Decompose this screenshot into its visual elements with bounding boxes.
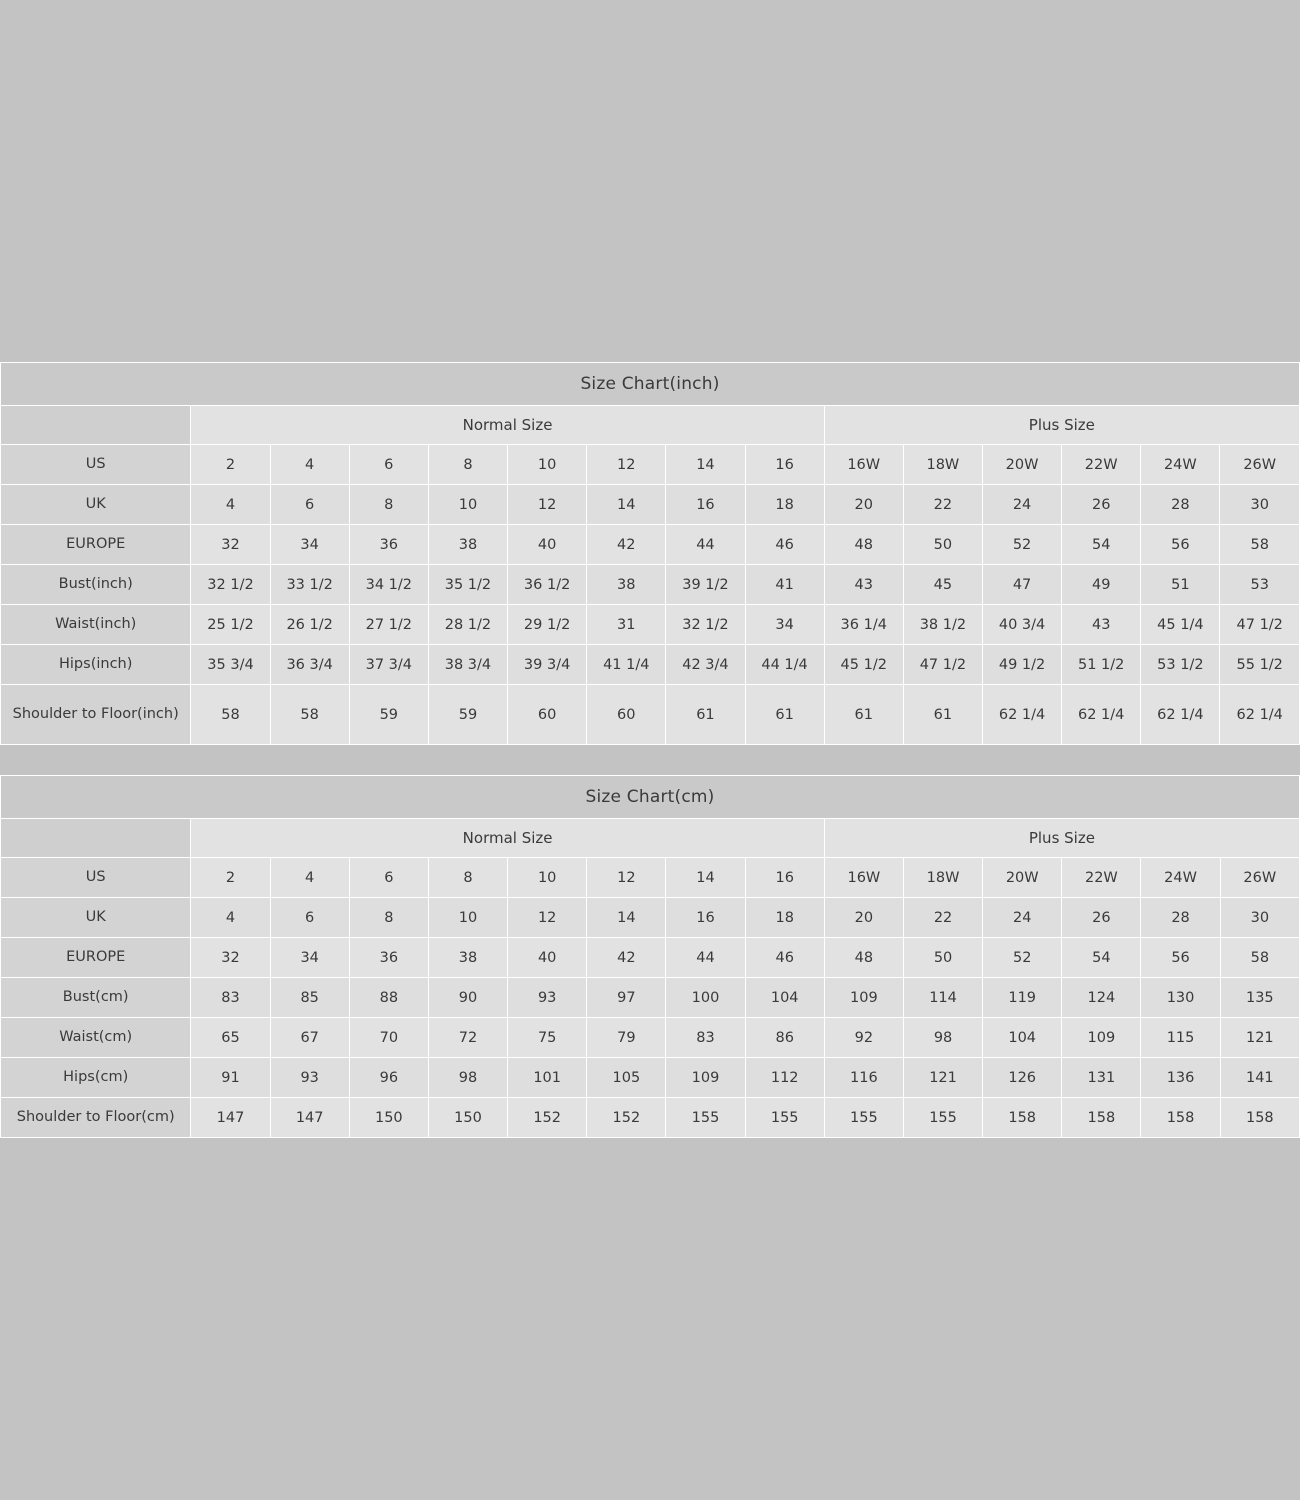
table-cell: 155 bbox=[824, 1098, 903, 1138]
table-row bbox=[1, 525, 1300, 565]
table-cell: 45 1/4 bbox=[1141, 605, 1220, 645]
table-cell: 18W bbox=[903, 858, 982, 898]
table-cell: 91 bbox=[191, 1058, 270, 1098]
table-cell: 6 bbox=[349, 858, 428, 898]
table-row bbox=[1, 685, 1300, 745]
table-cell: 90 bbox=[428, 978, 507, 1018]
table-cell: 8 bbox=[349, 898, 428, 938]
table-cell: 38 bbox=[428, 938, 507, 978]
table-cell: 24 bbox=[983, 898, 1062, 938]
table-cell: 58 bbox=[191, 685, 270, 745]
group-header: Plus Size bbox=[824, 819, 1299, 858]
table-cell: 155 bbox=[666, 1098, 745, 1138]
table-cell: 45 bbox=[903, 565, 982, 605]
row-label: EUROPE bbox=[1, 938, 191, 978]
row-label: Shoulder to Floor(cm) bbox=[1, 1098, 191, 1138]
table-cell: 51 bbox=[1141, 565, 1220, 605]
table-cell: 28 1/2 bbox=[428, 605, 507, 645]
table-cell: 60 bbox=[508, 685, 587, 745]
table-cell: 53 1/2 bbox=[1141, 645, 1220, 685]
table-cell: 27 1/2 bbox=[349, 605, 428, 645]
table-cell: 130 bbox=[1141, 978, 1220, 1018]
table-cell: 49 bbox=[1062, 565, 1141, 605]
table-cell: 12 bbox=[587, 445, 666, 485]
table-cell: 155 bbox=[903, 1098, 982, 1138]
table-cell: 121 bbox=[903, 1058, 982, 1098]
table-cell: 2 bbox=[191, 858, 270, 898]
table-cell: 147 bbox=[191, 1098, 270, 1138]
table-cell: 150 bbox=[349, 1098, 428, 1138]
table-cell: 30 bbox=[1220, 898, 1299, 938]
table-cell: 61 bbox=[666, 685, 745, 745]
table-cell: 20 bbox=[824, 485, 903, 525]
table-cell: 70 bbox=[349, 1018, 428, 1058]
table-cell: 16 bbox=[745, 445, 824, 485]
table-cell: 109 bbox=[824, 978, 903, 1018]
table-row bbox=[1, 605, 1300, 645]
table-cell: 31 bbox=[587, 605, 666, 645]
chart-title: Size Chart(inch) bbox=[1, 363, 1300, 406]
table-cell: 38 bbox=[587, 565, 666, 605]
table-cell: 58 bbox=[1220, 525, 1300, 565]
table-cell: 10 bbox=[508, 858, 587, 898]
table-cell: 52 bbox=[983, 938, 1062, 978]
title-row bbox=[1, 776, 1300, 819]
table-cell: 104 bbox=[745, 978, 824, 1018]
table-cell: 22 bbox=[903, 485, 982, 525]
table-cell: 16 bbox=[666, 485, 745, 525]
table-cell: 43 bbox=[1062, 605, 1141, 645]
table-cell: 47 1/2 bbox=[903, 645, 982, 685]
table-cell: 34 bbox=[745, 605, 824, 645]
table-cell: 126 bbox=[983, 1058, 1062, 1098]
table-cell: 54 bbox=[1062, 525, 1141, 565]
table-cell: 44 1/4 bbox=[745, 645, 824, 685]
table-cell: 10 bbox=[508, 445, 587, 485]
table-cell: 28 bbox=[1141, 485, 1220, 525]
table-cell: 12 bbox=[508, 485, 587, 525]
table-cell: 12 bbox=[508, 898, 587, 938]
table-cell: 36 bbox=[349, 938, 428, 978]
row-label: Waist(inch) bbox=[1, 605, 191, 645]
table-cell: 33 1/2 bbox=[270, 565, 349, 605]
table-cell: 34 1/2 bbox=[349, 565, 428, 605]
table-cell: 22W bbox=[1062, 858, 1141, 898]
table-cell: 41 bbox=[745, 565, 824, 605]
table-cell: 29 1/2 bbox=[508, 605, 587, 645]
table-cell: 121 bbox=[1220, 1018, 1299, 1058]
row-label: US bbox=[1, 858, 191, 898]
table-cell: 14 bbox=[666, 445, 745, 485]
table-cell: 24W bbox=[1141, 858, 1220, 898]
table-cell: 116 bbox=[824, 1058, 903, 1098]
table-cell: 36 1/2 bbox=[508, 565, 587, 605]
table-cell: 72 bbox=[428, 1018, 507, 1058]
table-cell: 96 bbox=[349, 1058, 428, 1098]
table-row bbox=[1, 565, 1300, 605]
table-cell: 35 3/4 bbox=[191, 645, 270, 685]
table-cell: 109 bbox=[1062, 1018, 1141, 1058]
table-cell: 42 bbox=[587, 938, 666, 978]
table-cell: 14 bbox=[587, 485, 666, 525]
table-cell: 97 bbox=[587, 978, 666, 1018]
table-cell: 44 bbox=[666, 525, 745, 565]
table-cell: 48 bbox=[824, 938, 903, 978]
table-cell: 28 bbox=[1141, 898, 1220, 938]
table-cell: 92 bbox=[824, 1018, 903, 1058]
table-cell: 2 bbox=[191, 445, 270, 485]
table-cell: 86 bbox=[745, 1018, 824, 1058]
table-cell: 8 bbox=[349, 485, 428, 525]
table-cell: 61 bbox=[824, 685, 903, 745]
table-cell: 136 bbox=[1141, 1058, 1220, 1098]
table-cell: 16 bbox=[666, 898, 745, 938]
table-cell: 32 1/2 bbox=[191, 565, 270, 605]
table-cell: 40 bbox=[508, 525, 587, 565]
table-cell: 42 bbox=[587, 525, 666, 565]
table-cell: 114 bbox=[903, 978, 982, 1018]
table-row bbox=[1, 858, 1300, 898]
table-cell: 10 bbox=[428, 898, 507, 938]
table-cell: 20 bbox=[824, 898, 903, 938]
table-cell: 50 bbox=[903, 938, 982, 978]
table-cell: 61 bbox=[745, 685, 824, 745]
table-row bbox=[1, 485, 1300, 525]
row-label: UK bbox=[1, 485, 191, 525]
size-table-inch bbox=[0, 362, 1300, 745]
table-cell: 10 bbox=[428, 485, 507, 525]
table-cell: 52 bbox=[982, 525, 1061, 565]
row-label: Hips(cm) bbox=[1, 1058, 191, 1098]
table-cell: 56 bbox=[1141, 525, 1220, 565]
table-cell: 51 1/2 bbox=[1062, 645, 1141, 685]
table-cell: 62 1/4 bbox=[1062, 685, 1141, 745]
table-cell: 119 bbox=[983, 978, 1062, 1018]
row-label: Bust(inch) bbox=[1, 565, 191, 605]
table-cell: 39 1/2 bbox=[666, 565, 745, 605]
table-cell: 47 bbox=[982, 565, 1061, 605]
table-cell: 105 bbox=[587, 1058, 666, 1098]
table-cell: 4 bbox=[191, 898, 270, 938]
table-cell: 18 bbox=[745, 485, 824, 525]
size-chart-inch bbox=[0, 362, 1300, 745]
table-cell: 46 bbox=[745, 938, 824, 978]
table-cell: 8 bbox=[428, 858, 507, 898]
table-cell: 4 bbox=[191, 485, 270, 525]
group-header: Normal Size bbox=[191, 819, 824, 858]
table-cell: 41 1/4 bbox=[587, 645, 666, 685]
table-cell: 26W bbox=[1220, 445, 1300, 485]
table-row bbox=[1, 1058, 1300, 1098]
table-cell: 56 bbox=[1141, 938, 1220, 978]
table-cell: 43 bbox=[824, 565, 903, 605]
table-cell: 88 bbox=[349, 978, 428, 1018]
table-cell: 34 bbox=[270, 525, 349, 565]
table-cell: 100 bbox=[666, 978, 745, 1018]
table-cell: 20W bbox=[982, 445, 1061, 485]
table-cell: 55 1/2 bbox=[1220, 645, 1300, 685]
table-cell: 109 bbox=[666, 1058, 745, 1098]
table-cell: 38 bbox=[428, 525, 507, 565]
table-cell: 158 bbox=[983, 1098, 1062, 1138]
table-cell: 93 bbox=[508, 978, 587, 1018]
table-cell: 14 bbox=[587, 898, 666, 938]
table-cell: 24 bbox=[982, 485, 1061, 525]
table-cell: 6 bbox=[349, 445, 428, 485]
table-cell: 141 bbox=[1220, 1058, 1299, 1098]
table-cell: 26 bbox=[1062, 485, 1141, 525]
table-cell: 59 bbox=[428, 685, 507, 745]
row-label: Shoulder to Floor(inch) bbox=[1, 685, 191, 745]
table-cell: 16W bbox=[824, 858, 903, 898]
table-cell: 36 3/4 bbox=[270, 645, 349, 685]
table-cell: 48 bbox=[824, 525, 903, 565]
table-cell: 42 3/4 bbox=[666, 645, 745, 685]
table-cell: 8 bbox=[428, 445, 507, 485]
table-cell: 12 bbox=[587, 858, 666, 898]
table-cell: 58 bbox=[270, 685, 349, 745]
title-row bbox=[1, 363, 1300, 406]
table-cell: 112 bbox=[745, 1058, 824, 1098]
table-row bbox=[1, 445, 1300, 485]
corner-cell bbox=[1, 406, 191, 445]
table-cell: 26W bbox=[1220, 858, 1299, 898]
table-cell: 155 bbox=[745, 1098, 824, 1138]
table-row bbox=[1, 938, 1300, 978]
table-cell: 16 bbox=[745, 858, 824, 898]
table-cell: 158 bbox=[1062, 1098, 1141, 1138]
table-cell: 18 bbox=[745, 898, 824, 938]
table-cell: 101 bbox=[508, 1058, 587, 1098]
table-row bbox=[1, 1018, 1300, 1058]
table-cell: 38 3/4 bbox=[428, 645, 507, 685]
table-cell: 35 1/2 bbox=[428, 565, 507, 605]
table-cell: 65 bbox=[191, 1018, 270, 1058]
table-cell: 98 bbox=[903, 1018, 982, 1058]
table-cell: 22W bbox=[1062, 445, 1141, 485]
group-header-row bbox=[1, 406, 1300, 445]
table-cell: 36 1/4 bbox=[824, 605, 903, 645]
row-label: Waist(cm) bbox=[1, 1018, 191, 1058]
table-cell: 22 bbox=[903, 898, 982, 938]
table-cell: 46 bbox=[745, 525, 824, 565]
table-cell: 60 bbox=[587, 685, 666, 745]
table-cell: 98 bbox=[428, 1058, 507, 1098]
table-cell: 83 bbox=[191, 978, 270, 1018]
table-cell: 4 bbox=[270, 445, 349, 485]
table-cell: 32 bbox=[191, 525, 270, 565]
table-cell: 39 3/4 bbox=[508, 645, 587, 685]
row-label: UK bbox=[1, 898, 191, 938]
row-label: Bust(cm) bbox=[1, 978, 191, 1018]
table-cell: 93 bbox=[270, 1058, 349, 1098]
table-cell: 54 bbox=[1062, 938, 1141, 978]
table-cell: 24W bbox=[1141, 445, 1220, 485]
table-cell: 14 bbox=[666, 858, 745, 898]
table-cell: 49 1/2 bbox=[982, 645, 1061, 685]
table-cell: 47 1/2 bbox=[1220, 605, 1300, 645]
table-cell: 32 bbox=[191, 938, 270, 978]
table-cell: 20W bbox=[983, 858, 1062, 898]
table-cell: 158 bbox=[1220, 1098, 1299, 1138]
table-cell: 115 bbox=[1141, 1018, 1220, 1058]
table-cell: 85 bbox=[270, 978, 349, 1018]
table-cell: 45 1/2 bbox=[824, 645, 903, 685]
table-cell: 147 bbox=[270, 1098, 349, 1138]
chart-title: Size Chart(cm) bbox=[1, 776, 1300, 819]
table-row bbox=[1, 978, 1300, 1018]
size-table-cm bbox=[0, 775, 1300, 1138]
table-cell: 152 bbox=[587, 1098, 666, 1138]
table-cell: 150 bbox=[428, 1098, 507, 1138]
table-cell: 40 bbox=[508, 938, 587, 978]
table-cell: 61 bbox=[903, 685, 982, 745]
table-cell: 30 bbox=[1220, 485, 1300, 525]
table-cell: 32 1/2 bbox=[666, 605, 745, 645]
table-cell: 44 bbox=[666, 938, 745, 978]
table-cell: 62 1/4 bbox=[982, 685, 1061, 745]
table-cell: 75 bbox=[508, 1018, 587, 1058]
table-cell: 83 bbox=[666, 1018, 745, 1058]
table-cell: 62 1/4 bbox=[1220, 685, 1300, 745]
table-cell: 40 3/4 bbox=[982, 605, 1061, 645]
table-cell: 67 bbox=[270, 1018, 349, 1058]
table-row bbox=[1, 645, 1300, 685]
table-cell: 26 1/2 bbox=[270, 605, 349, 645]
table-cell: 37 3/4 bbox=[349, 645, 428, 685]
group-header: Normal Size bbox=[191, 406, 824, 445]
group-header: Plus Size bbox=[824, 406, 1299, 445]
size-chart-cm bbox=[0, 775, 1300, 1138]
table-cell: 4 bbox=[270, 858, 349, 898]
table-cell: 135 bbox=[1220, 978, 1299, 1018]
table-cell: 16W bbox=[824, 445, 903, 485]
table-cell: 104 bbox=[983, 1018, 1062, 1058]
table-cell: 62 1/4 bbox=[1141, 685, 1220, 745]
table-cell: 26 bbox=[1062, 898, 1141, 938]
corner-cell bbox=[1, 819, 191, 858]
table-cell: 58 bbox=[1220, 938, 1299, 978]
table-cell: 38 1/2 bbox=[903, 605, 982, 645]
row-label: Hips(inch) bbox=[1, 645, 191, 685]
table-cell: 50 bbox=[903, 525, 982, 565]
table-cell: 36 bbox=[349, 525, 428, 565]
table-cell: 25 1/2 bbox=[191, 605, 270, 645]
table-cell: 34 bbox=[270, 938, 349, 978]
table-cell: 6 bbox=[270, 485, 349, 525]
table-cell: 6 bbox=[270, 898, 349, 938]
row-label: EUROPE bbox=[1, 525, 191, 565]
table-cell: 158 bbox=[1141, 1098, 1220, 1138]
group-header-row bbox=[1, 819, 1300, 858]
table-cell: 18W bbox=[903, 445, 982, 485]
row-label: US bbox=[1, 445, 191, 485]
table-cell: 59 bbox=[349, 685, 428, 745]
table-cell: 131 bbox=[1062, 1058, 1141, 1098]
table-row bbox=[1, 898, 1300, 938]
table-cell: 124 bbox=[1062, 978, 1141, 1018]
table-cell: 152 bbox=[508, 1098, 587, 1138]
table-cell: 53 bbox=[1220, 565, 1300, 605]
table-cell: 79 bbox=[587, 1018, 666, 1058]
table-row bbox=[1, 1098, 1300, 1138]
